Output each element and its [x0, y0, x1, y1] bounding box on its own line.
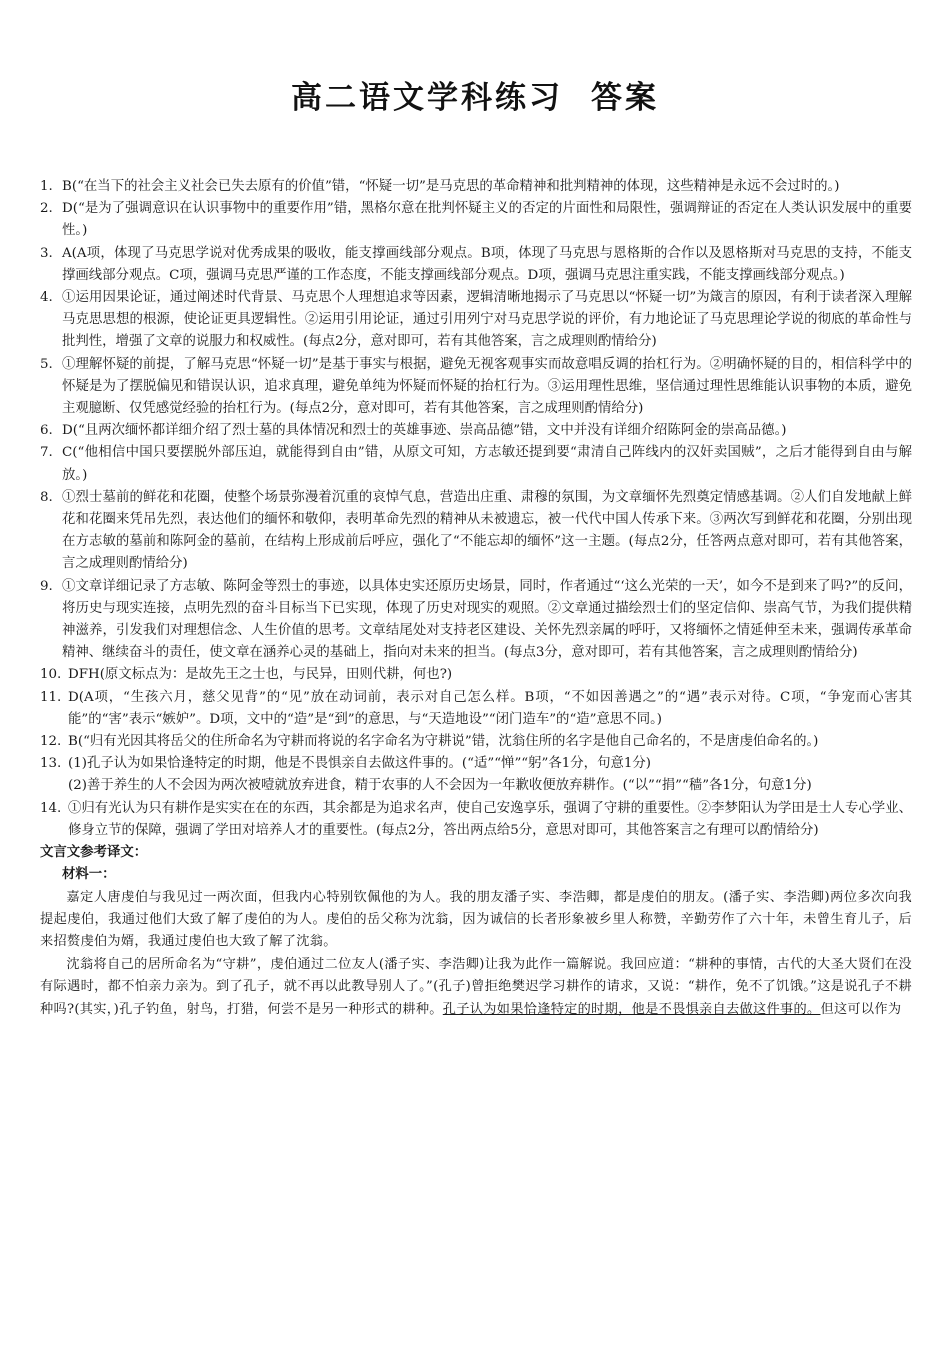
answer-list: [40, 176, 912, 1021]
answer-number: 9.: [40, 578, 53, 594]
answer-item-7: [40, 442, 912, 486]
answer-item-5: [40, 354, 912, 421]
answer-number: 2.: [40, 201, 53, 217]
answer-text-part-2: (2)善于养生的人不会因为两次被噎就放弃进食，精于农事的人不会因为一年歉收便放弃耕作。(“以”“捐”“穑”各1分，句意1分): [68, 778, 812, 794]
answer-item-6: [40, 420, 912, 442]
answer-item-13: [40, 753, 912, 797]
underlined-sentence: 孔子认为如果恰逢特定的时期，他是不畏惧亲自去做这件事的。: [442, 1001, 821, 1017]
answer-number: 3.: [40, 245, 53, 261]
answer-number: 6.: [40, 423, 53, 439]
answer-text: C(“他相信中国只要摆脱外部压迫，就能得到自由”错，从原文可知，方志敏还提到要“肃清自己阵线内的汉奸卖国贼”，之后才能得到自由与解放。): [62, 445, 912, 483]
translation-text: 沈翁将自己的居所命名为“守耕”，虔伯通过二位友人(潘子实、李浩卿)让我为此作一篇解说。我回应道：“耕种的事情，古代的大圣大贤们在没有际遇时，都不怕亲力亲为。到了孔子，就不再以此教导别人了。”(孔子)曾拒绝樊迟学习耕作的请求，又说：“耕作，免不了饥饿。”这是说孔子不耕种吗?(其实，)孔子钓鱼，射鸟，打猎，何尝不是另一种形式的耕种。: [40, 956, 912, 1017]
title-main: 高二语文学科练习: [291, 80, 563, 116]
title-suffix: 答案: [591, 80, 659, 116]
answer-item-14: [40, 798, 912, 842]
translation-heading: 文言文参考译文：: [40, 845, 148, 861]
answer-text: D(“且两次缅怀都详细介绍了烈士墓的具体情况和烈士的英雄事迹、崇高品德”错，文中并没有详细介绍陈阿金的崇高品德。): [62, 423, 787, 439]
translation-text-continued: 但这可以作为: [820, 1001, 902, 1017]
answer-number: 4.: [40, 290, 53, 306]
answer-item-1: [40, 176, 912, 198]
answer-number: 14.: [40, 800, 62, 816]
answer-text: D(“是为了强调意识在认识事物中的重要作用”错，黑格尔意在批判怀疑主义的否定的片面性和局限性，强调辩证的否定在人类认识发展中的重要性。): [62, 201, 912, 239]
answer-item-11: [40, 687, 912, 731]
answer-item-9: [40, 576, 912, 665]
answer-number: 11.: [40, 689, 62, 705]
answer-item-4: [40, 287, 912, 354]
page-title: [0, 72, 950, 117]
answer-number: 12.: [40, 734, 62, 750]
answer-text: ①烈士墓前的鲜花和花圈，使整个场景弥漫着沉重的哀悼气息，营造出庄重、肃穆的氛围，为文章缅怀先烈奠定情感基调。②人们自发地献上鲜花和花圈来凭吊先烈，表达他们的缅怀和敬仰，表明革命先烈的精神从未被遗忘，被一代代中国人传承下来。③两次写到鲜花和花圈，分别出现在方志敏的墓前和陈阿金的墓前，在结构上形成前后呼应，强化了“不能忘却的缅怀”这一主题。(每点2分，任答两点意对即可，若有其他答案，言之成理则酌情给分): [62, 489, 912, 572]
answer-item-2: [40, 198, 912, 242]
answer-number: 5.: [40, 356, 53, 372]
answer-number: 8.: [40, 489, 53, 505]
answer-number: 10.: [40, 667, 62, 683]
answer-item-3: [40, 243, 912, 287]
answer-text: A(A项，体现了马克思学说对优秀成果的吸收，能支撑画线部分观点。B项，体现了马克思与恩格斯的合作以及恩格斯对马克思的支持，不能支撑画线部分观点。C项，强调马克思严谨的工作态度，不能支撑画线部分观点。D项，强调马克思注重实践，不能支撑画线部分观点。): [62, 245, 912, 283]
answer-text: B(“在当下的社会主义社会已失去原有的价值”错，“怀疑一切”是马克思的革命精神和批判精神的体现，这些精神是永远不会过时的。): [62, 179, 840, 194]
answer-text: ①运用因果论证，通过阐述时代背景、马克思个人理想追求等因素，逻辑清晰地揭示了马克思以“怀疑一切”为箴言的原因，有利于读者深入理解马克思思想的根源，使论证更具逻辑性。②运用引用论证，通过引用列宁对马克思学说的评价，有力地论证了马克思理论学说的彻底的革命性与批判性，增强了文章的说服力和权威性。(每点2分，意对即可，若有其他答案，言之成理则酌情给分): [62, 290, 912, 350]
answer-text: D(A项，“生孩六月，慈父见背”的“见”放在动词前，表示对自己怎么样。B项，“不如因善遇之”的“遇”表示对待。C项，“争宠而心害其能”的“害”表示“嫉妒”。D项，文中的“造”是“到”的意思，与“天造地设”“闭门造车”的“造”意思不同。): [68, 689, 912, 727]
answer-text: B(“归有光因其将岳父的住所命名为守耕而将说的名字命名为守耕说”错，沈翁住所的名字是他自己命名的，不是唐虔伯命名的。): [68, 734, 819, 750]
answer-text-part-1: (1)孔子认为如果恰逢特定的时期，他是不畏惧亲自去做这件事的。(“适”“惮”“躬”各1分，句意1分): [68, 756, 651, 772]
material-label: 材料一：: [62, 867, 116, 883]
answer-text: ①文章详细记录了方志敏、陈阿金等烈士的事迹，以具体史实还原历史场景，同时，作者通过“‘这么光荣的一天’，如今不是到来了吗?”的反问，将历史与现实连接，点明先烈的奋斗目标当下已实现，体现了历史对现实的观照。②文章通过描绘烈士们的坚定信仰、崇高气节，为我们提供精神滋养，引发我们对理想信念、人生价值的思考。文章结尾处对支持老区建设、关怀先烈亲属的呼吁，又将缅怀之情延伸至未来，强调传承革命精神、继续奋斗的责任，使文章在涵养心灵的基础上，指向对未来的担当。(每点3分，意对即可，若有其他答案，言之成理则酌情给分): [62, 578, 912, 661]
answer-item-10: [40, 664, 912, 686]
translation-paragraph-2: [40, 954, 912, 1021]
answer-text: DFH(原文标点为：是故先王之士也，与民异，田则代耕，何也?): [68, 667, 453, 683]
answer-number: 13.: [40, 756, 62, 772]
answer-number: 7.: [40, 445, 53, 461]
answer-number: 1.: [40, 179, 53, 194]
translation-paragraph-1: 嘉定人唐虔伯与我见过一两次面，但我内心特别钦佩他的为人。我的朋友潘子实、李浩卿，都是虔伯的朋友。(潘子实、李浩卿)两位多次向我提起虔伯，我通过他们大致了解了虔伯的为人。虔伯的岳父称为沈翁，因为诚信的长者形象被乡里人称赞，辛勤劳作了六十年，未曾生育儿子，后来招赘虔伯为婿，我通过虔伯也大致了解了沈翁。: [40, 889, 912, 950]
answer-text: ①归有光认为只有耕作是实实在在的东西，其余都是为追求名声，使自己安逸享乐，强调了守耕的重要性。②李梦阳认为学田是士人专心学业、修身立节的保障，强调了学田对培养人才的重要性。(每点2分，答出两点给5分，意思对即可，其他答案言之有理可以酌情给分): [68, 800, 912, 838]
answer-item-8: [40, 487, 912, 576]
answer-text: ①理解怀疑的前提，了解马克思“怀疑一切”是基于事实与根据，避免无视客观事实而故意唱反调的抬杠行为。②明确怀疑的目的，相信科学中的怀疑是为了摆脱偏见和错误认识，追求真理，避免单纯为怀疑而怀疑的抬杠行为。③运用理性思维，坚信通过理性思维能认识事物的本质，避免主观臆断、仅凭感觉经验的抬杠行为。(每点2分，意对即可，若有其他答案，言之成理则酌情给分): [62, 356, 912, 417]
answer-item-12: [40, 731, 912, 753]
